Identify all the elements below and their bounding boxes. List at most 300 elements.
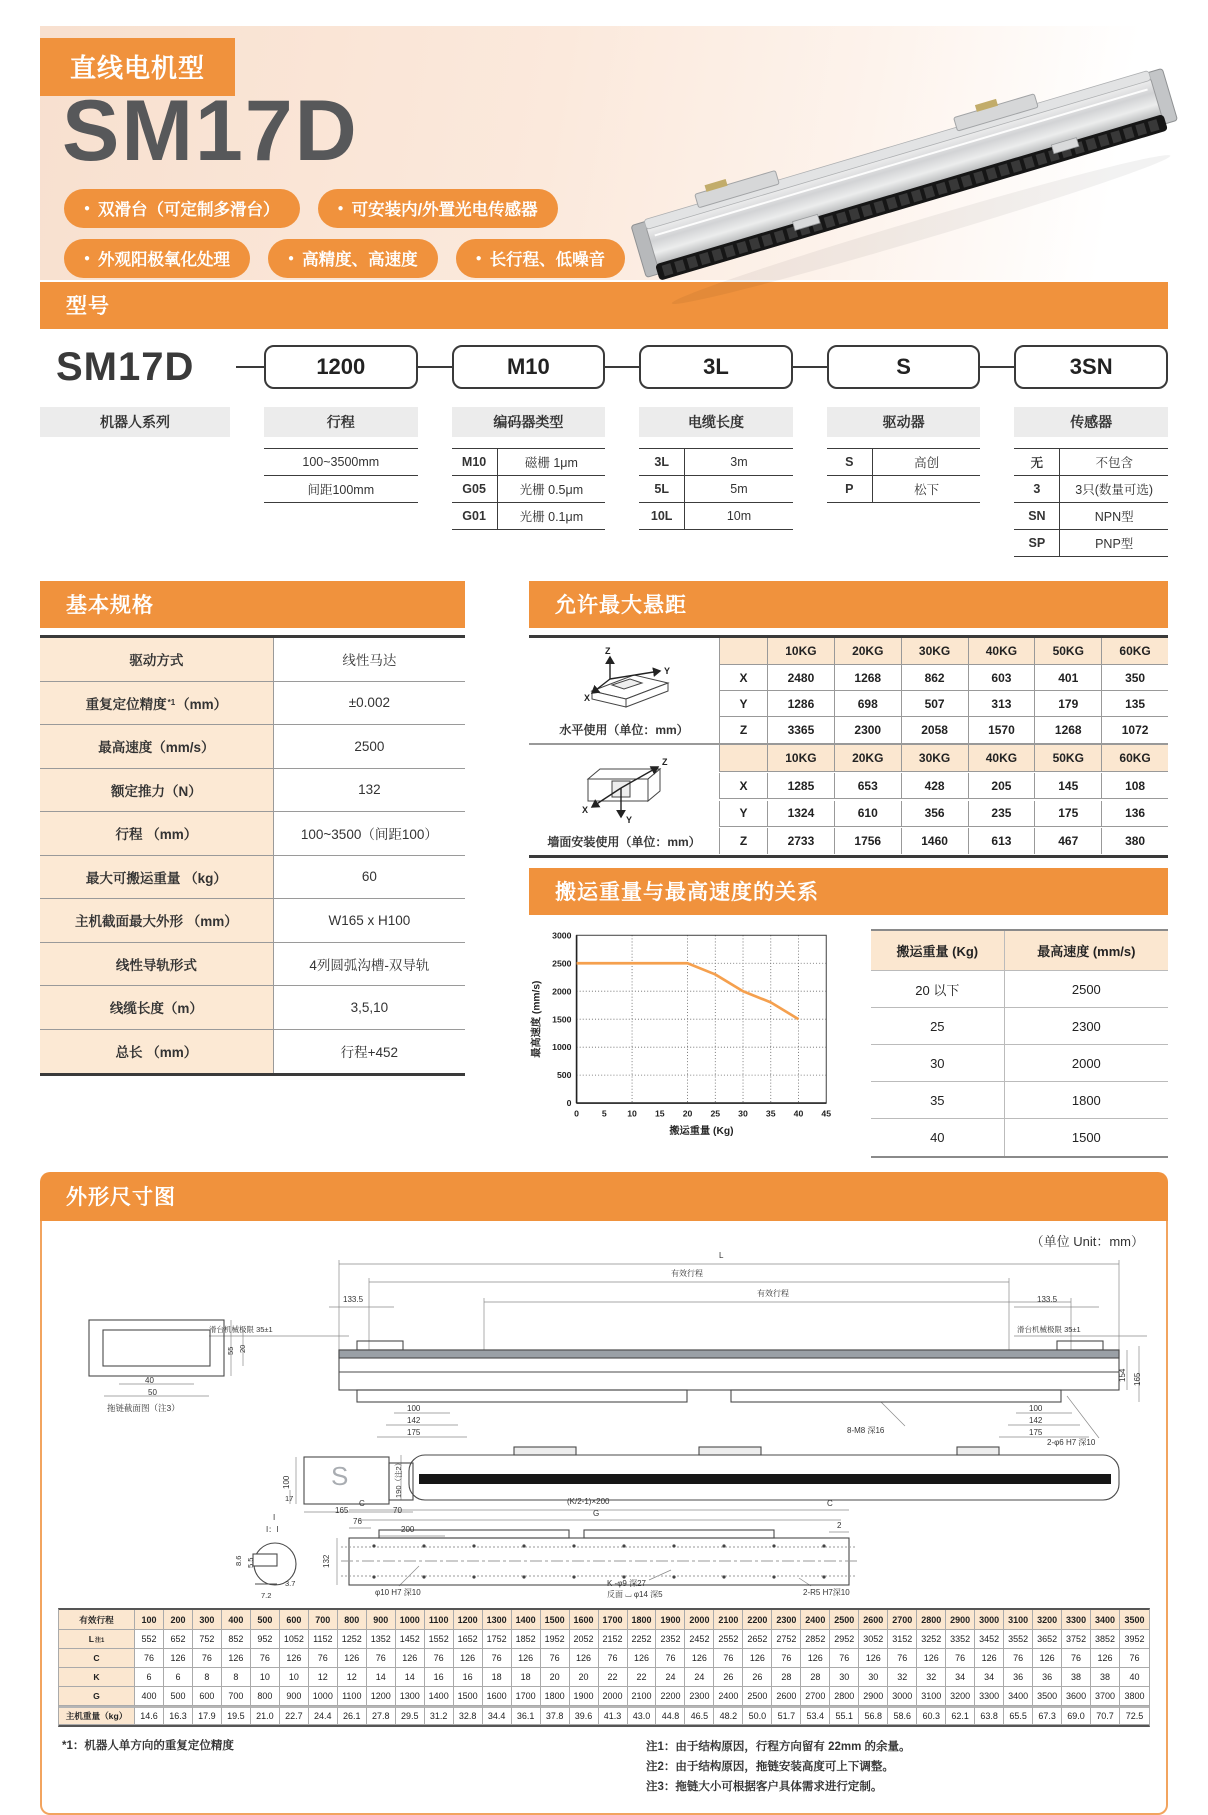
speed-max-cell: 1500 [1071, 1130, 1101, 1145]
dimension-cell: 126 [628, 1649, 657, 1668]
dimension-cell: 38 [1091, 1668, 1120, 1687]
footnotes-right [646, 1737, 1146, 1797]
dimension-cell: 30 [830, 1668, 859, 1687]
drawing-dim-label: L [719, 1251, 724, 1260]
x-tick-label: 0 [574, 1108, 580, 1119]
overhang-weight-header: 30KG [901, 638, 968, 665]
model-code-box: 3SN [1014, 345, 1168, 389]
speed-max-cell: 1800 [1071, 1092, 1101, 1108]
stroke-header-cell: 1900 [656, 1610, 685, 1630]
dimension-cell: 76 [251, 1649, 280, 1668]
dimension-cell: 38 [1062, 1668, 1091, 1687]
dimension-cell: 28 [772, 1668, 801, 1687]
speed-table-row [871, 1008, 1168, 1045]
specs-header [40, 581, 465, 628]
spec-label: 驱动方式 [40, 638, 274, 681]
dimension-cell: 60.3 [917, 1706, 946, 1725]
dimension-cell: 24 [685, 1668, 714, 1687]
dimension-cell: 16 [454, 1668, 483, 1687]
overhang-value-cell: 313 [968, 691, 1035, 717]
drawing-dim-label: 142 [407, 1416, 421, 1425]
dimension-cell: 67.3 [1033, 1706, 1062, 1725]
drawing-dim-label: C [827, 1499, 833, 1508]
dimension-cell: 126 [1033, 1649, 1062, 1668]
drawing-dim-label: 2-R5 H7深10 [803, 1588, 850, 1597]
legend-row [1014, 503, 1168, 530]
dimension-cell: 34 [975, 1668, 1004, 1687]
overhang-weight-header: 20KG [834, 745, 901, 772]
overhang-value-cell: 1285 [767, 773, 834, 799]
overhang-weight-header: 60KG [1101, 745, 1168, 772]
drawing-dim-label: 有效行程 [757, 1289, 789, 1298]
spec-row [40, 638, 465, 682]
speed-table-row [871, 1045, 1168, 1082]
dimension-cell: 2452 [685, 1630, 714, 1649]
legend-desc: 不包含 [1095, 456, 1133, 470]
bullet-icon: ● [288, 252, 295, 264]
dimension-cell: 2900 [859, 1687, 888, 1706]
drawing-dim-label: I [273, 1513, 276, 1522]
dimension-cell: 76 [193, 1649, 222, 1668]
spec-table [40, 635, 465, 1076]
overhang-weight-header: 30KG [901, 745, 968, 772]
dimension-cell: 18 [483, 1668, 512, 1687]
dimension-cell: 2000 [599, 1687, 628, 1706]
feature-pill-row [64, 239, 625, 278]
speed-max-cell: 2000 [1071, 1055, 1101, 1071]
model-series-name: SM17D [56, 344, 195, 389]
legend-row [1014, 530, 1168, 557]
right-column [529, 581, 1168, 1158]
stroke-header-cell: 600 [280, 1610, 309, 1630]
overhang-value-cell: 1756 [834, 828, 901, 854]
dimension-cell: 72.5 [1120, 1706, 1149, 1725]
overhang-value-cell: 235 [968, 801, 1035, 827]
drawing-dim-label: 2-φ6 H7 深10 [1047, 1438, 1096, 1447]
dimension-cell: 17.9 [193, 1706, 222, 1725]
stroke-header-cell: 2300 [772, 1610, 801, 1630]
dimension-cell: 2100 [628, 1687, 657, 1706]
dimension-cell: 852 [222, 1630, 251, 1649]
overhang-weight-header: 50KG [1034, 638, 1101, 665]
drawing-dim-label: 165 [1133, 1372, 1142, 1386]
dimension-cell: 3000 [888, 1687, 917, 1706]
dimension-cell: 26 [714, 1668, 743, 1687]
dimension-cell: 1000 [309, 1687, 338, 1706]
spec-value: 4列圆弧沟槽-双导轨 [309, 957, 430, 973]
dimension-cell: 76 [946, 1649, 975, 1668]
spec-row [40, 812, 465, 856]
legend-code: G05 [452, 476, 498, 502]
stroke-header-cell: 3300 [1062, 1610, 1091, 1630]
overhang-value-cell: 610 [834, 801, 901, 827]
unit-note: （单位 Unit：mm） [1030, 1234, 1144, 1249]
stroke-header-cell: 2800 [917, 1610, 946, 1630]
spec-value: W165 x H100 [328, 912, 411, 928]
drawing-dim-label: 拖链截面图（注3） [107, 1403, 180, 1413]
legend-rows [639, 448, 793, 530]
dimension-cell: 32 [917, 1668, 946, 1687]
dimension-cell: 14 [396, 1668, 425, 1687]
legend-label: 行程 [264, 407, 418, 437]
legend-row [827, 449, 981, 476]
dimension-cell: 62.1 [946, 1706, 975, 1725]
overhang-value-cell: 2058 [901, 717, 968, 743]
legend-rows [264, 448, 418, 503]
stroke-header-cell: 3000 [975, 1610, 1004, 1630]
legend-label-series: 机器人系列 [40, 407, 230, 437]
dimension-cell: 1852 [512, 1630, 541, 1649]
speed-chart [529, 923, 837, 1143]
overhang-value-cell: 356 [901, 801, 968, 827]
overhang-value-cell: 467 [1034, 828, 1101, 854]
dimension-cell: 26.1 [338, 1706, 367, 1725]
dimension-cell: 126 [222, 1649, 251, 1668]
dimension-cell: 2800 [830, 1687, 859, 1706]
stroke-header-cell: 2600 [859, 1610, 888, 1630]
legend-row [452, 476, 606, 503]
spec-row [40, 899, 465, 943]
speed-table-row [871, 1082, 1168, 1119]
drawing-dim-label: 76 [353, 1517, 362, 1526]
spec-label: 主机截面最大外形 （mm） [40, 899, 274, 942]
drawing-dim-label: 142 [1029, 1416, 1043, 1425]
drawing-dim-label: 70 [393, 1506, 402, 1515]
drawing-dim-label: 175 [407, 1428, 421, 1437]
dimension-cell: 1800 [541, 1687, 570, 1706]
overhang-value-cell: 1072 [1101, 717, 1168, 743]
drawing-dim-label: 17 [285, 1494, 294, 1503]
legend-code: SP [1014, 530, 1060, 556]
legend-desc: 3只(数量可选) [1075, 483, 1154, 497]
x-tick-label: 10 [627, 1108, 637, 1119]
legend-row [639, 449, 793, 476]
dimension-cell: 39.6 [570, 1706, 599, 1725]
legend-desc: NPN型 [1094, 510, 1134, 524]
legend-row [1014, 476, 1168, 503]
model-area [40, 339, 1168, 557]
product-title: SM17D [62, 83, 359, 179]
speed-weight-cell: 25 [871, 1008, 1005, 1044]
dimension-cell: 126 [570, 1649, 599, 1668]
dimension-cell: 3252 [917, 1630, 946, 1649]
spec-label: 行程 （mm） [40, 812, 274, 855]
stroke-header-cell: 3500 [1120, 1610, 1149, 1630]
speed-row [529, 923, 1168, 1158]
dimension-drawing [59, 1250, 1149, 1602]
drawing-dim-label: (K/2-1)×200 [567, 1497, 610, 1506]
stroke-header-cell: 1300 [483, 1610, 512, 1630]
spec-label: 最高速度（mm/s） [40, 725, 274, 768]
drawing-dim-label: 55 [226, 1346, 235, 1355]
bullet-icon: ● [84, 202, 91, 214]
legend-desc: 光栅 0.1μm [519, 510, 584, 524]
drawing-dim-label: C [359, 1499, 365, 1508]
dimension-row-label: K [59, 1668, 135, 1687]
dimension-row-label: G [59, 1687, 135, 1706]
overhang-axis-label: Z [719, 717, 767, 743]
speed-max-cell: 2300 [1071, 1018, 1101, 1034]
legend-code: S [827, 449, 873, 475]
dimension-cell: 952 [251, 1630, 280, 1649]
overhang-axis-label: X [719, 665, 767, 691]
legend-rows [452, 448, 606, 530]
dimension-cell: 76 [599, 1649, 628, 1668]
x-tick-label: 45 [821, 1108, 832, 1119]
dimension-cell: 126 [164, 1649, 193, 1668]
dimension-cell: 2152 [599, 1630, 628, 1649]
axis-label: Y [664, 666, 671, 676]
legend-code: 3L [639, 449, 685, 475]
dimension-cell: 20 [570, 1668, 599, 1687]
dimension-cell: 34.4 [483, 1706, 512, 1725]
stroke-header-cell: 2100 [714, 1610, 743, 1630]
drawing-dim-label: S [331, 1461, 349, 1491]
feature-pill-label: 可安装内/外置光电传感器 [351, 201, 538, 219]
spec-value: 行程+452 [340, 1045, 399, 1061]
overhang-value-cell: 428 [901, 773, 968, 799]
y-tick-label: 2000 [552, 986, 572, 997]
dimension-cell: 40 [1120, 1668, 1149, 1687]
feature-pill [64, 239, 250, 278]
outline-header [40, 1172, 1168, 1221]
overhang-horizontal-row [529, 638, 1168, 745]
y-tick-label: 1000 [552, 1042, 572, 1053]
axis-label: Z [605, 646, 611, 656]
overhang-value-cell: 1286 [767, 691, 834, 717]
dimension-cell: 65.5 [1004, 1706, 1033, 1725]
legend-col [452, 407, 606, 530]
axis-label: Z [662, 757, 668, 767]
dimension-cell: 1100 [338, 1687, 367, 1706]
overhang-value-cell: 1324 [767, 801, 834, 827]
outline-box [40, 1221, 1168, 1815]
legend-row [827, 476, 981, 503]
y-tick-label: 500 [556, 1070, 572, 1081]
overhang-value-cell: 145 [1034, 773, 1101, 799]
dimension-cell: 12 [309, 1668, 338, 1687]
y-axis-title: 最高速度 (mm/s) [531, 980, 543, 1058]
dimension-row-label: L 注1 [59, 1630, 135, 1649]
dimension-cell: 900 [280, 1687, 309, 1706]
overhang-value-cell: 862 [901, 665, 968, 691]
speed-header-label: 搬运重量与最高速度的关系 [555, 881, 819, 904]
overhang-value-cell: 698 [834, 691, 901, 717]
feature-pill-label: 长行程、低噪音 [489, 251, 606, 269]
dimension-cell: 32.8 [454, 1706, 483, 1725]
dimension-cell: 3652 [1033, 1630, 1062, 1649]
drawing-dim-label: 100 [407, 1404, 421, 1413]
model-code-box: S [827, 345, 981, 389]
dimension-cell: 2852 [801, 1630, 830, 1649]
stroke-header-cell: 1400 [512, 1610, 541, 1630]
drawing-dim-label: 反面 ⌴ φ14 深5 [607, 1590, 663, 1599]
overhang-caption-wall: 墙面安装使用（单位：mm） [547, 835, 701, 849]
speed-header [529, 868, 1168, 915]
bullet-icon: ● [475, 252, 482, 264]
overhang-weight-header: 10KG [767, 638, 834, 665]
spec-value: 3,5,10 [350, 999, 389, 1015]
legend-row [264, 449, 418, 476]
footnote-line: 注3：拖链大小可根据客户具体需求进行定制。 [646, 1781, 883, 1794]
legend-code: SN [1014, 503, 1060, 529]
dimension-cell: 58.6 [888, 1706, 917, 1725]
spec-label: 重复定位精度 *1 （mm） [40, 682, 274, 725]
category-tab-label: 直线电机型 [70, 53, 206, 83]
dimension-cell: 63.8 [975, 1706, 1004, 1725]
speed-table [871, 929, 1168, 1158]
legend-row [264, 476, 418, 503]
dimension-cell: 76 [309, 1649, 338, 1668]
model-code-box: 3L [639, 345, 793, 389]
overhang-value-cell: 108 [1101, 773, 1168, 799]
legend-code: G01 [452, 503, 498, 529]
overhang-table-wall [719, 745, 1168, 855]
dimension-cell: 32 [888, 1668, 917, 1687]
overhang-value-cell: 175 [1034, 801, 1101, 827]
legend-desc: 高创 [914, 456, 940, 470]
speed-table-row [871, 1119, 1168, 1156]
dimension-cell: 30 [859, 1668, 888, 1687]
dimension-cell: 76 [830, 1649, 859, 1668]
x-tick-label: 20 [682, 1108, 693, 1119]
drawing-linework [59, 1250, 1149, 1602]
overhang-wall-row [529, 745, 1168, 855]
dimension-cell: 652 [164, 1630, 193, 1649]
legend-desc: PNP型 [1095, 537, 1134, 551]
dimension-cell: 56.8 [859, 1706, 888, 1725]
drawing-dim-label: 133.5 [1037, 1295, 1058, 1304]
drawing-dim-label: 2 [837, 1521, 842, 1530]
dimension-cell: 34 [946, 1668, 975, 1687]
dimension-cell: 1200 [367, 1687, 396, 1706]
feature-pill-row [64, 189, 625, 228]
dimension-cell: 1352 [367, 1630, 396, 1649]
overhang-value-cell: 135 [1101, 691, 1168, 717]
dimension-cell: 36 [1004, 1668, 1033, 1687]
drawing-dim-label: 175 [1029, 1428, 1043, 1437]
dimension-cell: 1900 [570, 1687, 599, 1706]
dimension-cell: 1952 [541, 1630, 570, 1649]
drawing-dim-label: 3.7 [285, 1579, 296, 1588]
speed-weight-cell: 20 以下 [871, 971, 1005, 1007]
dimension-cell: 8 [222, 1668, 251, 1687]
dimension-cell: 1052 [280, 1630, 309, 1649]
legend-col [1014, 407, 1168, 557]
spec-label: 线性导轨形式 [40, 943, 274, 986]
x-tick-label: 30 [738, 1108, 748, 1119]
legend-row [639, 476, 793, 503]
dimension-cell: 76 [1062, 1649, 1091, 1668]
model-section-header-label: 型号 [66, 295, 110, 318]
dimension-cell: 6 [135, 1668, 164, 1687]
drawing-dim-label: 滑台机械极限 35±1 [209, 1325, 273, 1334]
stroke-header-cell: 400 [222, 1610, 251, 1630]
model-section-header [40, 282, 1168, 329]
dimension-cell: 31.2 [425, 1706, 454, 1725]
drawing-dim-label: 7.2 [261, 1591, 272, 1600]
speed-weight-header: 搬运重量 (Kg) [871, 931, 1005, 970]
legend-desc: 10m [726, 509, 752, 523]
drawing-dim-label: φ10 H7 深10 [375, 1588, 421, 1597]
overhang-value-cell: 136 [1101, 801, 1168, 827]
dimension-cell: 46.5 [685, 1706, 714, 1725]
horizontal-mount-diagram [569, 645, 679, 717]
spec-row [40, 1030, 465, 1074]
overhang-value-cell: 1460 [901, 828, 968, 854]
stroke-header-cell: 800 [338, 1610, 367, 1630]
dimension-cell: 3052 [859, 1630, 888, 1649]
feature-pill-label: 高精度、高速度 [302, 251, 418, 269]
dimension-cell: 10 [251, 1668, 280, 1687]
dimension-cell: 76 [483, 1649, 512, 1668]
dimension-cell: 1552 [425, 1630, 454, 1649]
dimension-cell: 3200 [946, 1687, 975, 1706]
dimension-cell: 76 [135, 1649, 164, 1668]
dimension-cell: 1600 [483, 1687, 512, 1706]
overhang-header-label: 允许最大悬距 [555, 594, 687, 617]
dimension-cell: 2400 [714, 1687, 743, 1706]
drawing-dim-label: 190（注2） [394, 1458, 403, 1498]
dimension-cell: 16 [425, 1668, 454, 1687]
speed-weight-cell: 35 [871, 1082, 1005, 1118]
x-axis-title: 搬运重量 (Kg) [669, 1125, 734, 1137]
x-tick-label: 25 [710, 1108, 721, 1119]
dimension-cell: 1452 [396, 1630, 425, 1649]
dimension-cell: 552 [135, 1630, 164, 1649]
feature-pill [64, 189, 300, 228]
drawing-dim-label: 154 [1118, 1368, 1127, 1382]
dimension-cell: 3400 [1004, 1687, 1033, 1706]
spec-value: 线性马达 [342, 653, 397, 669]
dimension-table [58, 1608, 1150, 1727]
overhang-corner-cell [719, 638, 767, 665]
dimension-cell: 29.5 [396, 1706, 425, 1725]
overhang-axis-label: Y [719, 801, 767, 827]
dimension-cell: 3852 [1091, 1630, 1120, 1649]
dimension-cell: 3600 [1062, 1687, 1091, 1706]
dimension-cell: 76 [888, 1649, 917, 1668]
dimension-cell: 2500 [743, 1687, 772, 1706]
legend-label: 传感器 [1014, 407, 1168, 437]
dimension-cell: 3800 [1120, 1687, 1149, 1706]
legend-desc: 间距100mm [307, 483, 375, 497]
overhang-weight-header: 40KG [968, 638, 1035, 665]
overhang-value-cell: 3365 [767, 717, 834, 743]
dimension-cell: 36.1 [512, 1706, 541, 1725]
dimension-cell: 1252 [338, 1630, 367, 1649]
x-tick-label: 5 [601, 1108, 607, 1119]
dimension-cell: 76 [541, 1649, 570, 1668]
stroke-header-label: 有效行程 [59, 1610, 135, 1630]
dimension-cell: 400 [135, 1687, 164, 1706]
overhang-value-cell: 1570 [968, 717, 1035, 743]
dimension-cell: 19.5 [222, 1706, 251, 1725]
feature-pill [318, 189, 558, 228]
stroke-header-cell: 3400 [1091, 1610, 1120, 1630]
legend-desc: 3m [730, 455, 748, 469]
dimension-cell: 126 [1091, 1649, 1120, 1668]
drawing-dim-label: 165 [335, 1506, 349, 1515]
axis-label: Y [626, 815, 633, 825]
model-legend [40, 407, 1168, 557]
overhang-diagram-horizontal [529, 638, 719, 743]
drawing-dim-label: K -φ9 深27 [607, 1579, 646, 1588]
overhang-weight-header: 20KG [834, 638, 901, 665]
overhang-value-cell: 603 [968, 665, 1035, 691]
dimension-cell: 1652 [454, 1630, 483, 1649]
legend-code: 3 [1014, 476, 1060, 502]
